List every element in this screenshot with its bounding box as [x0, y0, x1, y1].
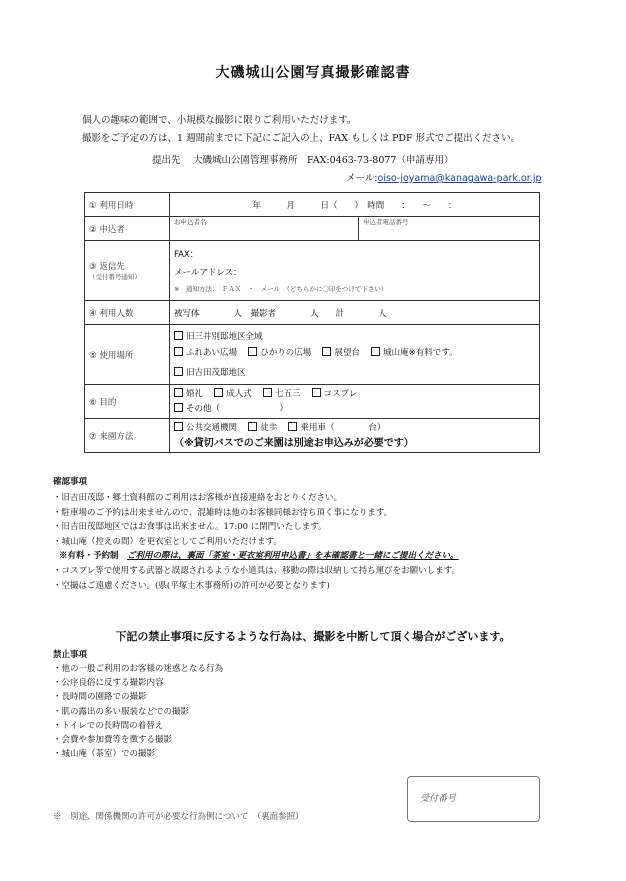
- label-place: ⑤ 使用場所: [85, 325, 170, 385]
- submit-to: 提出先 大磯城山公園管理事務所 FAX:0463-73-8077（申請専用）: [152, 155, 454, 166]
- reply-note: ※ 通知方法： ＦＡＸ ・ メール （どちらかに〇印をつけて下さい）: [174, 285, 388, 293]
- access-car: 乗用車（ 台）: [300, 422, 386, 433]
- mail-link[interactable]: oiso-joyama@kanagawa-park.or.jp: [377, 173, 542, 184]
- mail-line: [346, 170, 542, 184]
- checkbox[interactable]: [174, 331, 183, 340]
- receipt-number-box[interactable]: [407, 776, 540, 822]
- place-option-yoshida: 旧吉田茂邸地区: [186, 367, 246, 378]
- place-option-tenbodai: 展望台: [334, 347, 360, 358]
- checkbox[interactable]: [174, 422, 183, 431]
- field-applicant-phone[interactable]: [359, 217, 540, 241]
- special-text: ご利用の際は、裏面「茶室・更衣室利用申込書」を本確認書と一緒にご提出ください。: [127, 551, 459, 562]
- applicant-phone-caption: 申込者電話番号: [363, 218, 409, 226]
- purpose-cosplay: コスプレ: [323, 388, 358, 399]
- checkbox[interactable]: [248, 347, 257, 356]
- prohibit-item: ・トイレでの長時間の着替え: [53, 720, 164, 731]
- checkbox[interactable]: [248, 422, 257, 431]
- confirm-special: [53, 549, 460, 564]
- field-applicant-name[interactable]: [170, 217, 359, 241]
- prohibit-item: ・公序良俗に反する撮影内容: [53, 678, 164, 689]
- prohibit-heading: 禁止事項: [53, 650, 88, 660]
- checkbox[interactable]: [288, 422, 297, 431]
- checkbox[interactable]: [174, 367, 183, 376]
- reply-fax[interactable]: FAX：: [174, 250, 199, 260]
- access-walk: 徒歩: [260, 422, 278, 433]
- prohibit-list: [53, 662, 223, 761]
- purpose-shichigosan: 七五三: [274, 388, 301, 399]
- field-purpose: [170, 385, 540, 419]
- checkbox[interactable]: [371, 347, 380, 356]
- field-reply: [170, 241, 540, 301]
- access-public: 公共交通機関: [186, 422, 238, 433]
- label-datetime: ① 利用日時: [85, 193, 170, 217]
- purpose-wedding: 婚礼: [186, 388, 204, 399]
- label-purpose: ⑥ 目的: [85, 385, 170, 419]
- purpose-coming-of-age: 成人式: [226, 388, 252, 399]
- applicant-name-caption: お申込者名: [174, 218, 207, 226]
- confirm-item: ・城山庵（控えの間）を更衣室としてご利用いただけます。: [53, 536, 282, 547]
- prohibit-item: ・長時間の園路での撮影: [53, 692, 147, 703]
- access-bus-note: （※貸切バスでのご来園は別途お申込みが必要です）: [174, 437, 414, 449]
- reply-sublabel: （受付番号通知）: [89, 273, 141, 281]
- confirm-item: ・空撮はご遠慮ください。(県(平塚土木事務所)の許可が必要となります): [53, 580, 330, 591]
- reply-label: ③ 返信先: [89, 262, 125, 272]
- label-applicant: ② 申込者: [85, 217, 170, 241]
- field-access: [170, 419, 540, 453]
- prohibit-item: ・城山庵（茶室）での撮影: [53, 749, 156, 760]
- checkbox[interactable]: [174, 388, 183, 397]
- page-title: 大磯城山公園写真撮影確認書: [215, 65, 411, 81]
- confirm-item: ・旧吉田茂邸・郷土資料館のご利用はお客様が直接連絡をおとりください。: [53, 493, 343, 503]
- checkbox[interactable]: [312, 388, 321, 397]
- confirm-item: ・駐車場のご予約は出来ませんので、混雑時は他のお客様同様お待ち頂く事になります。: [53, 507, 393, 518]
- mail-label: メール:: [346, 173, 378, 184]
- label-people: ④ 利用人数: [85, 301, 170, 325]
- checkbox[interactable]: [322, 347, 331, 356]
- checkbox[interactable]: [263, 388, 272, 397]
- checkbox[interactable]: [214, 388, 223, 397]
- label-reply: [85, 241, 170, 301]
- place-option-joyamaan: 城山庵※有料です。: [383, 347, 458, 358]
- receipt-label: 受付番号: [420, 794, 457, 804]
- place-option-hikari: ひかりの広場: [260, 347, 312, 358]
- prohibit-item: ・会費や参加費等を徴する撮影: [53, 735, 173, 746]
- field-people[interactable]: 被写体 人 撮影者 人 計 人: [170, 301, 540, 325]
- place-option-mitsui: 旧三井別邸地区全域: [186, 331, 263, 342]
- checkbox[interactable]: [174, 347, 183, 356]
- reply-mail[interactable]: メールアドレス：: [174, 268, 242, 278]
- application-form: [84, 192, 540, 453]
- prohibit-item: ・肌の露出の多い服装などでの撮影: [53, 706, 190, 717]
- checkbox[interactable]: [174, 403, 183, 412]
- confirm-list: [53, 491, 460, 593]
- label-access: ⑦ 来園方法: [85, 419, 170, 453]
- prohibit-item: ・他の一般ご利用のお客様の迷惑となる行為: [53, 664, 224, 674]
- special-prefix: ※有料・予約制: [59, 551, 119, 562]
- purpose-other: その他（ ）: [186, 403, 289, 414]
- confirm-heading: 確認事項: [53, 477, 88, 487]
- confirm-item: ・コスプレ等で使用する武器と誤認されるような小道具は、移動の際は収納して持ち運びをお願いします。: [53, 565, 460, 576]
- intro-line-2: 撮影をご予定の方は、1 週間前までに下記にご記入の上、FAX もしくは PDF 形式でご提出ください。: [82, 133, 521, 144]
- intro-line-1: 個人の趣味の範囲で、小規模な撮影に限りご利用いただけます。: [82, 115, 357, 126]
- field-place: [170, 325, 540, 385]
- confirm-item: ・旧吉田茂邸地区ではお食事は出来ません。17:00 に閉門いたします。: [53, 522, 327, 533]
- footer-note: ※ 別途、関係機関の許可が必要な行為例について （裏面参照）: [53, 812, 304, 822]
- field-datetime[interactable]: 年 月 日（ ） 時間 ： ～ ：: [170, 193, 540, 217]
- place-option-fureai: ふれあい広場: [186, 347, 238, 358]
- warning-statement: 下記の禁止事項に反するような行為は、撮影を中断して頂く場合がございます。: [115, 630, 511, 643]
